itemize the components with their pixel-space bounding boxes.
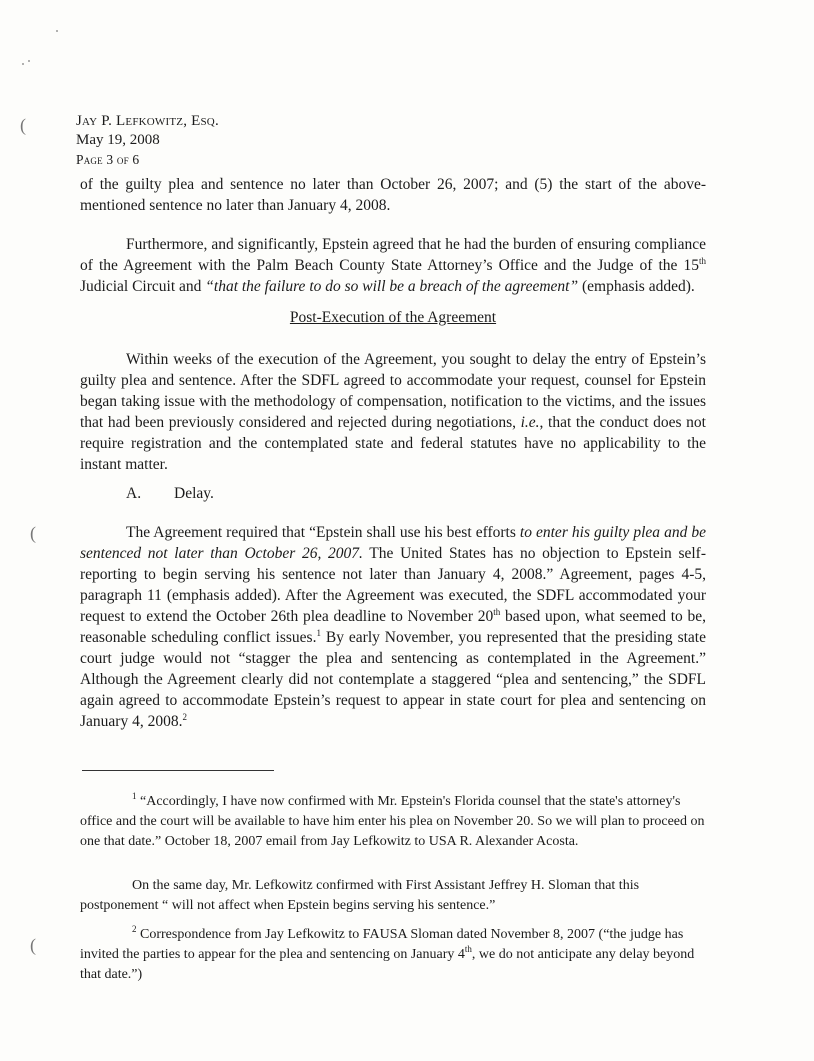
margin-mark: ( <box>30 935 36 955</box>
paragraph-post-execution <box>80 349 706 475</box>
paragraph-text <box>80 522 706 732</box>
footnote-number: 2 <box>132 924 137 934</box>
margin-mark: ( <box>30 523 36 543</box>
paragraph-text <box>80 234 706 297</box>
section-heading: Post-Execution of the Agreement <box>289 309 497 326</box>
scan-speck <box>22 63 24 65</box>
footnote-ref-2: 2 <box>182 712 187 722</box>
text-run: Correspondence from Jay Lefkowitz to FAUSA Sloman dated November 8, 2007 (“the judge has invited the parties to appear for the plea and sentencing on January 4 <box>80 927 684 962</box>
paragraph-burden <box>80 234 706 297</box>
text-run: The Agreement required that “Epstein shall use his best efforts <box>126 524 520 541</box>
footnote-1-continued <box>80 876 706 916</box>
margin-mark: ( <box>20 115 26 135</box>
page-number: Page 3 of 6 <box>76 152 140 167</box>
text-run: Furthermore, and significantly, Epstein agreed that he had the burden of ensuring compliance of the Agreement with the Palm Beach County State Attorney’s Office and the Judge of the 15 <box>80 236 706 274</box>
subsection-title: Delay. <box>174 485 214 502</box>
letter-date: May 19, 2008 <box>76 132 160 148</box>
scan-speck <box>28 60 30 62</box>
footnote-text <box>80 792 706 852</box>
subsection-label: A. <box>126 485 142 502</box>
paragraph-text <box>80 349 706 475</box>
superscript: th <box>698 256 706 266</box>
text-run: (emphasis added). <box>578 278 695 295</box>
paragraph-continuation <box>80 174 706 216</box>
text-run: based upon, what seemed to be, reasonable scheduling conflict issues. <box>80 608 706 646</box>
emphasized-text: to enter his guilty plea and be sentenced not later than October 26, 2007. <box>80 524 706 562</box>
text-run: Judicial Circuit and <box>80 278 206 295</box>
superscript: th <box>493 607 501 617</box>
text-run: “Accordingly, I have now confirmed with Mr. Epstein's Florida counsel that the state's attorney's office and the court will be available to have him enter his plea on November 20. So we will plan to proceed on one that date.” October 18, 2007 email from Jay Lefkowitz to USA R. Alexander Acosta. <box>80 794 705 849</box>
subsection-heading <box>126 485 214 503</box>
footnote-text <box>80 925 706 985</box>
footnote-2 <box>80 925 706 985</box>
emphasized-quote: “that the failure to do so will be a breach of the agreement” <box>205 278 579 295</box>
superscript: th <box>464 944 472 954</box>
letter-header <box>76 112 219 169</box>
footnote-ref-1: 1 <box>316 628 321 638</box>
emphasized-text: i.e. <box>520 414 540 431</box>
text-run: , that the conduct does not require registration and the contemplated state and federal statutes have no applicability to the instant matter. <box>80 414 706 473</box>
footnote-1 <box>80 792 706 852</box>
paragraph-delay <box>80 522 706 732</box>
scan-speck <box>56 30 58 32</box>
text-run: By early November, you represented that the presiding state court judge would not “stagger the plea and sentencing as contemplated in the Agreement.” Although the Agreement clearly did not contemplate a staggered “plea and sentencing,” the SDFL again agreed to accommodate Epstein’s request to appear in state court for plea and sentencing on January 4, 2008. <box>80 629 706 730</box>
footnote-text: On the same day, Mr. Lefkowitz confirmed with First Assistant Jeffrey H. Sloman that this postponement “ will not affect when Epstein begins serving his sentence.” <box>80 878 640 913</box>
footnote-number: 1 <box>132 791 137 801</box>
recipient-name: Jay P. Lefkowitz, Esq. <box>76 113 219 129</box>
text-run: , we do not anticipate any delay beyond that date.”) <box>80 947 695 982</box>
text-run: Within weeks of the execution of the Agreement, you sought to delay the entry of Epstein’s guilty plea and sentence. After the SDFL agreed to accommodate your request, counsel for Epstein began taking issue with the methodology of compensation, notification to the victims, and the issues that had been previously considered and rejected during negotiations, <box>80 351 706 431</box>
paragraph-text: of the guilty plea and sentence no later than October 26, 2007; and (5) the start of the above-mentioned sentence no later than January 4, 2008. <box>80 176 706 214</box>
text-run: The United States has no objection to Epstein self-reporting to begin serving his sentence not later than January 4, 2008.” Agreement, pages 4-5, paragraph 11 (emphasis added). After the Agreement was executed, the SDFL accommodated your request to extend the October 26th plea deadline to November 20 <box>80 545 706 625</box>
footnote-divider <box>82 770 274 771</box>
